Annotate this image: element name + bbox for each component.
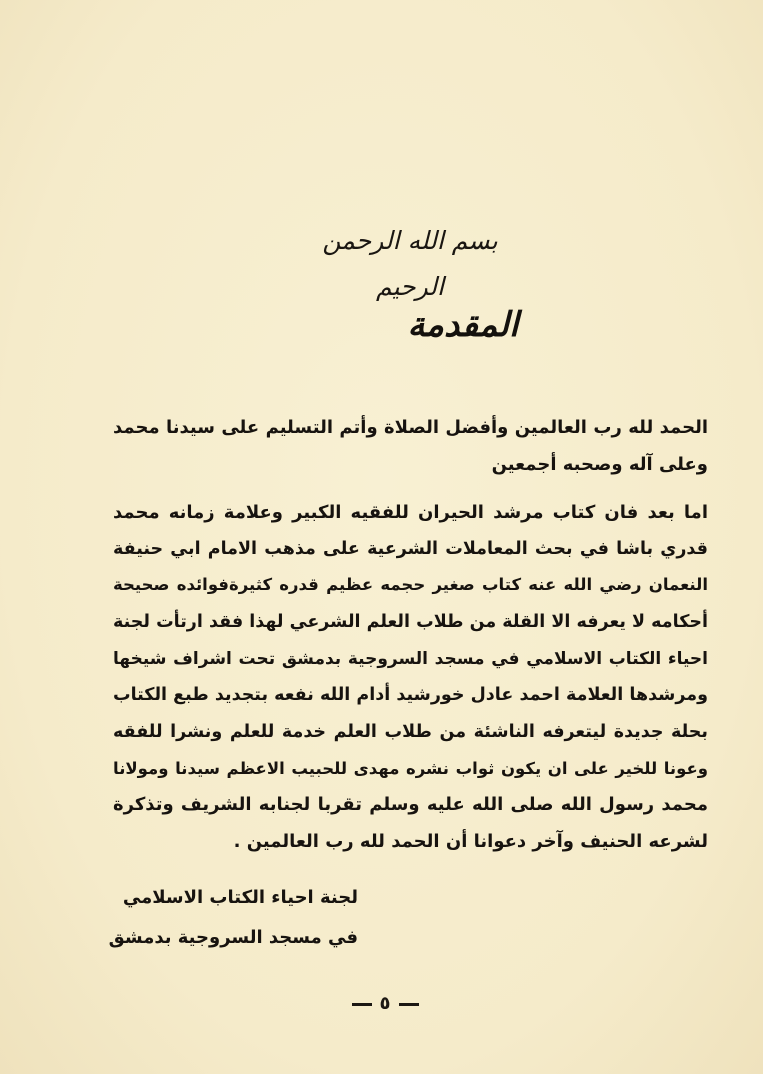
text-line: ومرشدها العلامة احمد عادل خورشيد أدام الله نفعه بتجديد طبع الكتاب <box>113 685 708 705</box>
text-line: لشرعه الحنيف وآخر دعوانا أن الحمد لله رب العالمين . <box>233 831 708 852</box>
text-line: احياء الكتاب الاسلامي في مسجد السروجية بدمشق تحت اشراف شيخها <box>113 649 708 669</box>
text-line: النعمان رضي الله عنه كتاب صغير حجمه عظيم قدره كثيرةفوائده صحيحة <box>113 575 708 594</box>
text-line: أحكامه لا يعرفه الا القلة من طلاب العلم الشرعي لهذا فقد ارتأت لجنة <box>113 612 708 632</box>
text-line: اما بعد فان كتاب مرشد الحيران للفقيه الكبير وعلامة زمانه محمد <box>113 502 708 523</box>
signature-line: لجنة احياء الكتاب الاسلامي <box>122 887 358 908</box>
dash-decoration <box>352 1003 372 1006</box>
text-line: الحمد لله رب العالمين وأفضل الصلاة وأتم التسليم على سيدنا محمد <box>113 417 708 438</box>
signature-line: في مسجد السروجية بدمشق <box>108 927 358 948</box>
page-title: المقدمة <box>407 305 519 345</box>
text-line: محمد رسول الله صلى الله عليه وسلم تقربا لجنابه الشريف وتذكرة <box>113 794 708 815</box>
basmala: بسم الله الرحمن الرحيم <box>322 226 498 301</box>
dash-decoration <box>399 1003 419 1006</box>
page-number <box>340 990 430 1018</box>
text-line: قدري باشا في بحث المعاملات الشرعية على مذهب الامام ابي حنيفة <box>113 539 708 559</box>
page-number-value: ٥ <box>379 993 391 1014</box>
text-line: بحلة جديدة ليتعرفه الناشئة من طلاب العلم خدمة للعلم ونشرا للفقه <box>113 722 708 742</box>
text-line: وعونا للخير على ان يكون ثواب نشره مهدى للحبيب الاعظم سيدنا ومولانا <box>113 759 708 778</box>
text-line: وعلى آله وصحبه أجمعين <box>491 454 708 475</box>
